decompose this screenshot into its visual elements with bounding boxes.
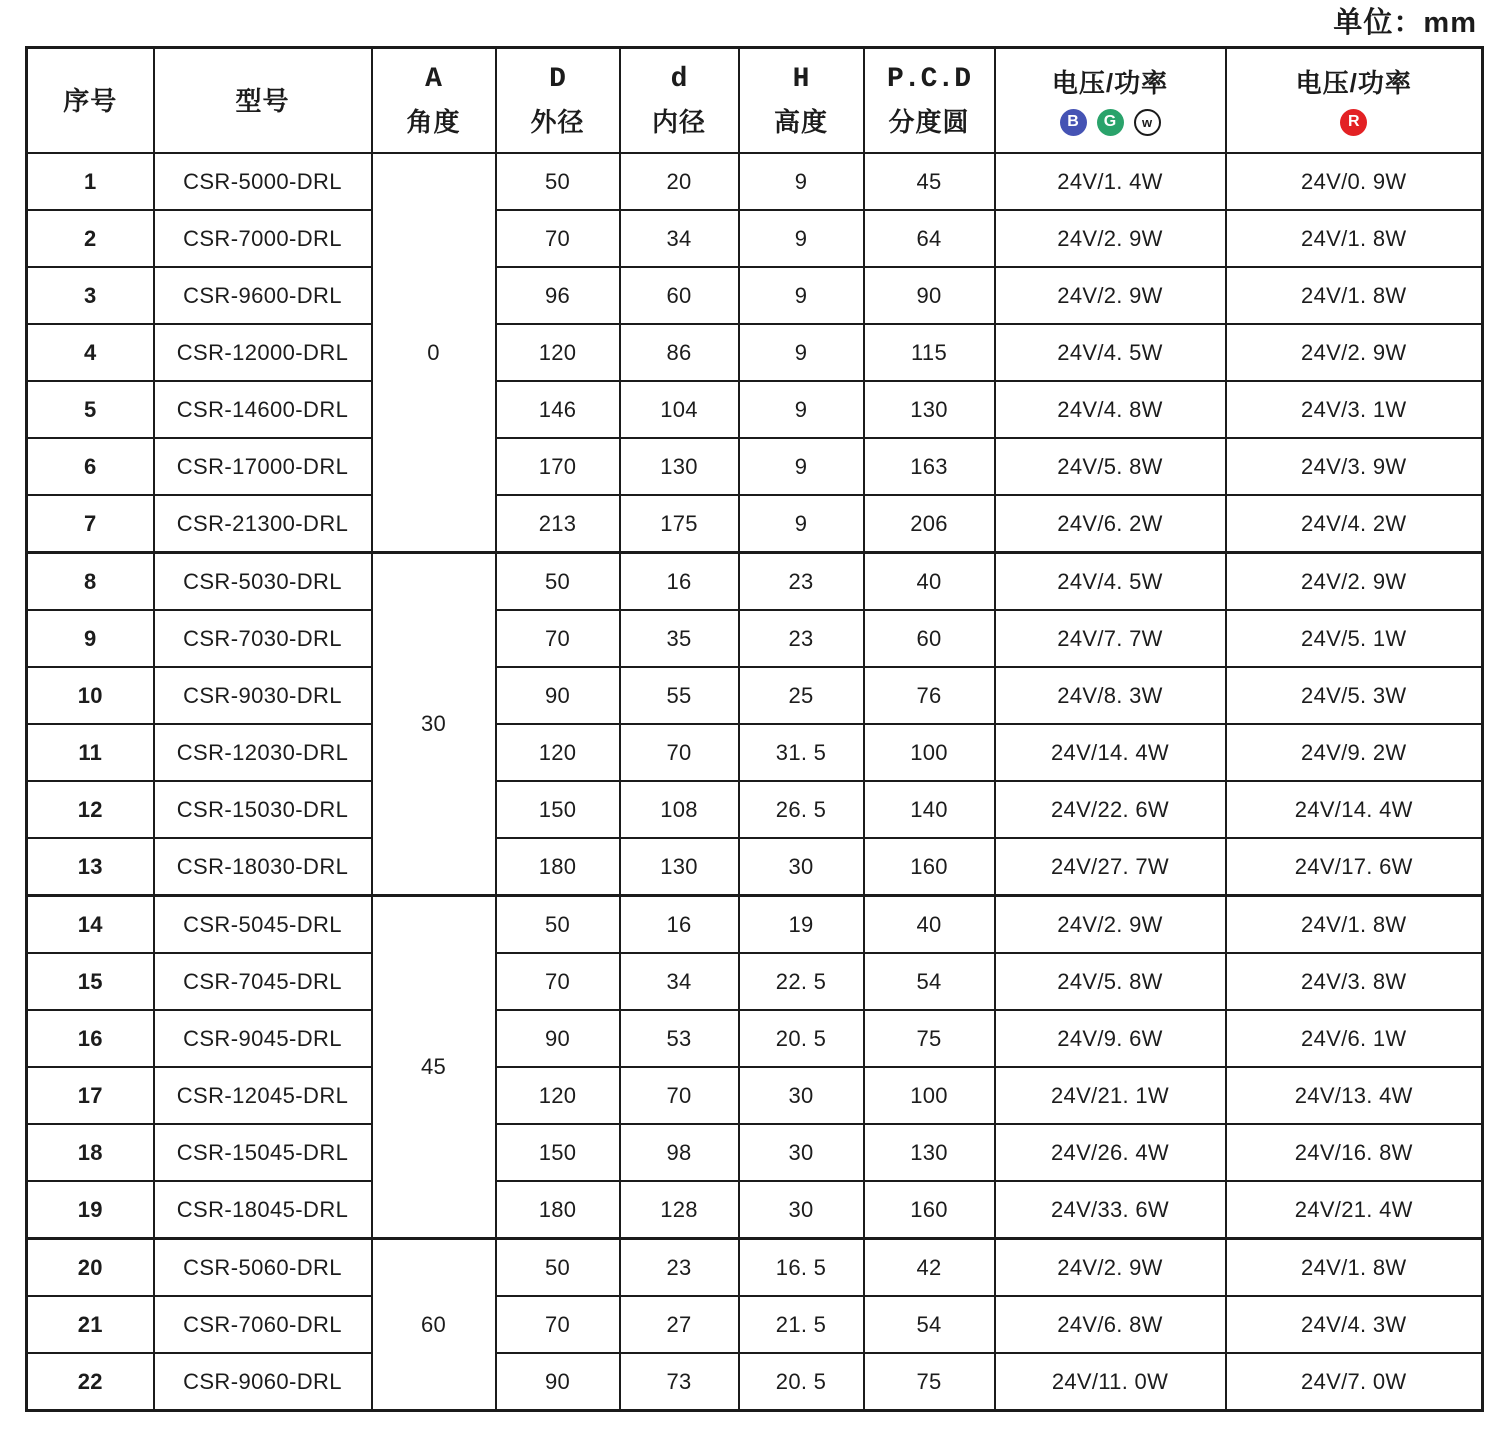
- pcd-cell: 160: [864, 838, 995, 896]
- inner-diameter-cell: 73: [620, 1353, 739, 1411]
- outer-diameter-cell: 70: [496, 610, 620, 667]
- serial-number-cell: 14: [27, 896, 154, 954]
- serial-number-cell: 2: [27, 210, 154, 267]
- height-cell: 26. 5: [739, 781, 864, 838]
- col-header-inner-letter: d: [670, 63, 688, 95]
- model-cell: CSR-9030-DRL: [154, 667, 372, 724]
- outer-diameter-cell: 96: [496, 267, 620, 324]
- model-cell: CSR-9060-DRL: [154, 1353, 372, 1411]
- power-r-cell: 24V/4. 3W: [1226, 1296, 1483, 1353]
- serial-number-cell: 21: [27, 1296, 154, 1353]
- outer-diameter-cell: 70: [496, 953, 620, 1010]
- outer-diameter-cell: 70: [496, 1296, 620, 1353]
- power-r-cell: 24V/3. 8W: [1226, 953, 1483, 1010]
- serial-number-cell: 7: [27, 495, 154, 553]
- inner-diameter-cell: 108: [620, 781, 739, 838]
- col-header-height: [739, 48, 864, 154]
- serial-number-cell: 13: [27, 838, 154, 896]
- pcd-cell: 64: [864, 210, 995, 267]
- pcd-cell: 75: [864, 1353, 995, 1411]
- power-r-cell: 24V/1. 8W: [1226, 210, 1483, 267]
- badge-b-icon: B: [1060, 109, 1087, 136]
- col-header-height-label: 高度: [773, 106, 828, 137]
- table-row: [27, 1181, 1483, 1239]
- power-bgw-cell: 24V/2. 9W: [995, 210, 1226, 267]
- outer-diameter-cell: 150: [496, 1124, 620, 1181]
- power-bgw-cell: 24V/33. 6W: [995, 1181, 1226, 1239]
- height-cell: 30: [739, 1181, 864, 1239]
- pcd-cell: 90: [864, 267, 995, 324]
- model-cell: CSR-9600-DRL: [154, 267, 372, 324]
- height-cell: 30: [739, 1124, 864, 1181]
- serial-number-cell: 6: [27, 438, 154, 495]
- power-r-cell: 24V/21. 4W: [1226, 1181, 1483, 1239]
- outer-diameter-cell: 180: [496, 838, 620, 896]
- power-r-cell: 24V/3. 9W: [1226, 438, 1483, 495]
- table-row: [27, 153, 1483, 210]
- serial-number-cell: 3: [27, 267, 154, 324]
- height-cell: 9: [739, 153, 864, 210]
- power-r-cell: 24V/5. 1W: [1226, 610, 1483, 667]
- pcd-cell: 45: [864, 153, 995, 210]
- pcd-cell: 115: [864, 324, 995, 381]
- model-cell: CSR-18030-DRL: [154, 838, 372, 896]
- outer-diameter-cell: 150: [496, 781, 620, 838]
- unit-label: 单位：mm: [1333, 7, 1477, 39]
- power-bgw-cell: 24V/5. 8W: [995, 438, 1226, 495]
- pcd-cell: 100: [864, 1067, 995, 1124]
- serial-number-cell: 10: [27, 667, 154, 724]
- outer-diameter-cell: 50: [496, 896, 620, 954]
- power-bgw-cell: 24V/4. 5W: [995, 324, 1226, 381]
- power-r-badges: [1227, 109, 1482, 136]
- inner-diameter-cell: 60: [620, 267, 739, 324]
- outer-diameter-cell: 90: [496, 1010, 620, 1067]
- serial-number-cell: 16: [27, 1010, 154, 1067]
- power-r-cell: 24V/13. 4W: [1226, 1067, 1483, 1124]
- table-row: [27, 438, 1483, 495]
- table-row: [27, 1067, 1483, 1124]
- outer-diameter-cell: 170: [496, 438, 620, 495]
- serial-number-cell: 17: [27, 1067, 154, 1124]
- serial-number-cell: 4: [27, 324, 154, 381]
- outer-diameter-cell: 50: [496, 153, 620, 210]
- col-header-angle-letter: A: [425, 63, 442, 95]
- height-cell: 19: [739, 896, 864, 954]
- outer-diameter-cell: 120: [496, 1067, 620, 1124]
- power-bgw-cell: 24V/6. 8W: [995, 1296, 1226, 1353]
- power-r-cell: 24V/7. 0W: [1226, 1353, 1483, 1411]
- power-bgw-cell: 24V/22. 6W: [995, 781, 1226, 838]
- inner-diameter-cell: 70: [620, 1067, 739, 1124]
- model-cell: CSR-7000-DRL: [154, 210, 372, 267]
- power-bgw-cell: 24V/8. 3W: [995, 667, 1226, 724]
- height-cell: 9: [739, 267, 864, 324]
- power-r-cell: 24V/2. 9W: [1226, 324, 1483, 381]
- height-cell: 9: [739, 438, 864, 495]
- pcd-cell: 130: [864, 381, 995, 438]
- table-row: [27, 781, 1483, 838]
- col-header-serial-label: 序号: [63, 85, 118, 116]
- power-r-cell: 24V/3. 1W: [1226, 381, 1483, 438]
- inner-diameter-cell: 53: [620, 1010, 739, 1067]
- power-r-cell: 24V/17. 6W: [1226, 838, 1483, 896]
- col-header-power-r: [1226, 48, 1483, 154]
- table-row: [27, 896, 1483, 954]
- pcd-cell: 75: [864, 1010, 995, 1067]
- power-bgw-cell: 24V/21. 1W: [995, 1067, 1226, 1124]
- pcd-cell: 163: [864, 438, 995, 495]
- inner-diameter-cell: 70: [620, 724, 739, 781]
- col-header-model-label: 型号: [235, 85, 290, 116]
- badge-g-icon: G: [1097, 109, 1124, 136]
- height-cell: 31. 5: [739, 724, 864, 781]
- model-cell: CSR-7060-DRL: [154, 1296, 372, 1353]
- col-header-power-bgw-label: 电压/功率: [1051, 67, 1169, 98]
- outer-diameter-cell: 50: [496, 1239, 620, 1297]
- power-bgw-cell: 24V/2. 9W: [995, 1239, 1226, 1297]
- power-bgw-cell: 24V/11. 0W: [995, 1353, 1226, 1411]
- col-header-angle: [372, 48, 496, 154]
- outer-diameter-cell: 213: [496, 495, 620, 553]
- power-bgw-cell: 24V/5. 8W: [995, 953, 1226, 1010]
- serial-number-cell: 9: [27, 610, 154, 667]
- outer-diameter-cell: 146: [496, 381, 620, 438]
- inner-diameter-cell: 27: [620, 1296, 739, 1353]
- spec-table: [25, 46, 1484, 1412]
- power-r-cell: 24V/1. 8W: [1226, 896, 1483, 954]
- pcd-cell: 206: [864, 495, 995, 553]
- power-bgw-cell: 24V/6. 2W: [995, 495, 1226, 553]
- inner-diameter-cell: 130: [620, 438, 739, 495]
- col-header-serial: [27, 48, 154, 154]
- col-header-pcd: [864, 48, 995, 154]
- inner-diameter-cell: 128: [620, 1181, 739, 1239]
- serial-number-cell: 1: [27, 153, 154, 210]
- power-bgw-cell: 24V/4. 5W: [995, 553, 1226, 611]
- angle-cell: 45: [372, 896, 496, 1239]
- height-cell: 23: [739, 553, 864, 611]
- outer-diameter-cell: 90: [496, 1353, 620, 1411]
- col-header-angle-label: 角度: [406, 106, 461, 137]
- outer-diameter-cell: 70: [496, 210, 620, 267]
- col-header-inner-diameter: [620, 48, 739, 154]
- pcd-cell: 160: [864, 1181, 995, 1239]
- table-row: [27, 724, 1483, 781]
- model-cell: CSR-15045-DRL: [154, 1124, 372, 1181]
- outer-diameter-cell: 90: [496, 667, 620, 724]
- pcd-cell: 140: [864, 781, 995, 838]
- table-row: [27, 1353, 1483, 1411]
- outer-diameter-cell: 120: [496, 724, 620, 781]
- power-r-cell: 24V/0. 9W: [1226, 153, 1483, 210]
- pcd-cell: 130: [864, 1124, 995, 1181]
- model-cell: CSR-7045-DRL: [154, 953, 372, 1010]
- pcd-cell: 40: [864, 553, 995, 611]
- height-cell: 22. 5: [739, 953, 864, 1010]
- table-row: [27, 1239, 1483, 1297]
- angle-cell: 0: [372, 153, 496, 553]
- power-r-cell: 24V/6. 1W: [1226, 1010, 1483, 1067]
- model-cell: CSR-5000-DRL: [154, 153, 372, 210]
- outer-diameter-cell: 50: [496, 553, 620, 611]
- table-row: [27, 610, 1483, 667]
- inner-diameter-cell: 130: [620, 838, 739, 896]
- model-cell: CSR-18045-DRL: [154, 1181, 372, 1239]
- pcd-cell: 76: [864, 667, 995, 724]
- inner-diameter-cell: 23: [620, 1239, 739, 1297]
- model-cell: CSR-12030-DRL: [154, 724, 372, 781]
- height-cell: 9: [739, 495, 864, 553]
- col-header-outer-label: 外径: [530, 106, 585, 137]
- col-header-height-letter: H: [792, 63, 810, 95]
- serial-number-cell: 20: [27, 1239, 154, 1297]
- pcd-cell: 100: [864, 724, 995, 781]
- power-bgw-cell: 24V/14. 4W: [995, 724, 1226, 781]
- power-r-cell: 24V/5. 3W: [1226, 667, 1483, 724]
- inner-diameter-cell: 175: [620, 495, 739, 553]
- power-r-cell: 24V/2. 9W: [1226, 553, 1483, 611]
- pcd-cell: 54: [864, 953, 995, 1010]
- col-header-outer-letter: D: [549, 63, 566, 95]
- table-row: [27, 953, 1483, 1010]
- badge-w-icon: w: [1134, 109, 1161, 136]
- height-cell: 9: [739, 381, 864, 438]
- col-header-inner-label: 内径: [651, 106, 706, 137]
- table-row: [27, 267, 1483, 324]
- power-r-cell: 24V/16. 8W: [1226, 1124, 1483, 1181]
- table-row: [27, 210, 1483, 267]
- inner-diameter-cell: 35: [620, 610, 739, 667]
- pcd-cell: 54: [864, 1296, 995, 1353]
- inner-diameter-cell: 98: [620, 1124, 739, 1181]
- power-bgw-cell: 24V/2. 9W: [995, 267, 1226, 324]
- model-cell: CSR-9045-DRL: [154, 1010, 372, 1067]
- inner-diameter-cell: 34: [620, 210, 739, 267]
- power-bgw-cell: 24V/4. 8W: [995, 381, 1226, 438]
- model-cell: CSR-17000-DRL: [154, 438, 372, 495]
- col-header-power-r-label: 电压/功率: [1295, 67, 1412, 98]
- angle-cell: 60: [372, 1239, 496, 1411]
- power-r-cell: 24V/1. 8W: [1226, 267, 1483, 324]
- table-row: [27, 838, 1483, 896]
- model-cell: CSR-14600-DRL: [154, 381, 372, 438]
- model-cell: CSR-7030-DRL: [154, 610, 372, 667]
- power-r-cell: 24V/1. 8W: [1226, 1239, 1483, 1297]
- table-row: [27, 381, 1483, 438]
- pcd-cell: 42: [864, 1239, 995, 1297]
- height-cell: 20. 5: [739, 1353, 864, 1411]
- serial-number-cell: 11: [27, 724, 154, 781]
- col-header-pcd-label: 分度圆: [888, 106, 970, 137]
- height-cell: 16. 5: [739, 1239, 864, 1297]
- table-row: [27, 553, 1483, 611]
- outer-diameter-cell: 120: [496, 324, 620, 381]
- model-cell: CSR-5045-DRL: [154, 896, 372, 954]
- serial-number-cell: 19: [27, 1181, 154, 1239]
- header-row: [27, 48, 1483, 154]
- height-cell: 21. 5: [739, 1296, 864, 1353]
- inner-diameter-cell: 16: [620, 896, 739, 954]
- power-bgw-cell: 24V/7. 7W: [995, 610, 1226, 667]
- table-row: [27, 495, 1483, 553]
- inner-diameter-cell: 104: [620, 381, 739, 438]
- serial-number-cell: 5: [27, 381, 154, 438]
- model-cell: CSR-12000-DRL: [154, 324, 372, 381]
- model-cell: CSR-5030-DRL: [154, 553, 372, 611]
- power-bgw-cell: 24V/9. 6W: [995, 1010, 1226, 1067]
- angle-cell: 30: [372, 553, 496, 896]
- model-cell: CSR-21300-DRL: [154, 495, 372, 553]
- serial-number-cell: 15: [27, 953, 154, 1010]
- table-row: [27, 324, 1483, 381]
- height-cell: 9: [739, 210, 864, 267]
- pcd-cell: 40: [864, 896, 995, 954]
- height-cell: 30: [739, 1067, 864, 1124]
- outer-diameter-cell: 180: [496, 1181, 620, 1239]
- inner-diameter-cell: 55: [620, 667, 739, 724]
- serial-number-cell: 8: [27, 553, 154, 611]
- col-header-outer-diameter: [496, 48, 620, 154]
- height-cell: 23: [739, 610, 864, 667]
- power-bgw-cell: 24V/27. 7W: [995, 838, 1226, 896]
- power-bgw-badges: [996, 109, 1225, 136]
- power-bgw-cell: 24V/2. 9W: [995, 896, 1226, 954]
- col-header-pcd-letter: P.C.D: [886, 63, 971, 95]
- height-cell: 9: [739, 324, 864, 381]
- serial-number-cell: 12: [27, 781, 154, 838]
- power-bgw-cell: 24V/1. 4W: [995, 153, 1226, 210]
- serial-number-cell: 18: [27, 1124, 154, 1181]
- model-cell: CSR-15030-DRL: [154, 781, 372, 838]
- height-cell: 30: [739, 838, 864, 896]
- inner-diameter-cell: 34: [620, 953, 739, 1010]
- model-cell: CSR-12045-DRL: [154, 1067, 372, 1124]
- table-row: [27, 1124, 1483, 1181]
- inner-diameter-cell: 16: [620, 553, 739, 611]
- power-r-cell: 24V/14. 4W: [1226, 781, 1483, 838]
- height-cell: 25: [739, 667, 864, 724]
- inner-diameter-cell: 86: [620, 324, 739, 381]
- col-header-power-bgw: [995, 48, 1226, 154]
- model-cell: CSR-5060-DRL: [154, 1239, 372, 1297]
- table-row: [27, 667, 1483, 724]
- height-cell: 20. 5: [739, 1010, 864, 1067]
- table-row: [27, 1296, 1483, 1353]
- pcd-cell: 60: [864, 610, 995, 667]
- power-bgw-cell: 24V/26. 4W: [995, 1124, 1226, 1181]
- power-r-cell: 24V/9. 2W: [1226, 724, 1483, 781]
- inner-diameter-cell: 20: [620, 153, 739, 210]
- col-header-model: [154, 48, 372, 154]
- power-r-cell: 24V/4. 2W: [1226, 495, 1483, 553]
- serial-number-cell: 22: [27, 1353, 154, 1411]
- badge-r-icon: R: [1340, 109, 1367, 136]
- table-row: [27, 1010, 1483, 1067]
